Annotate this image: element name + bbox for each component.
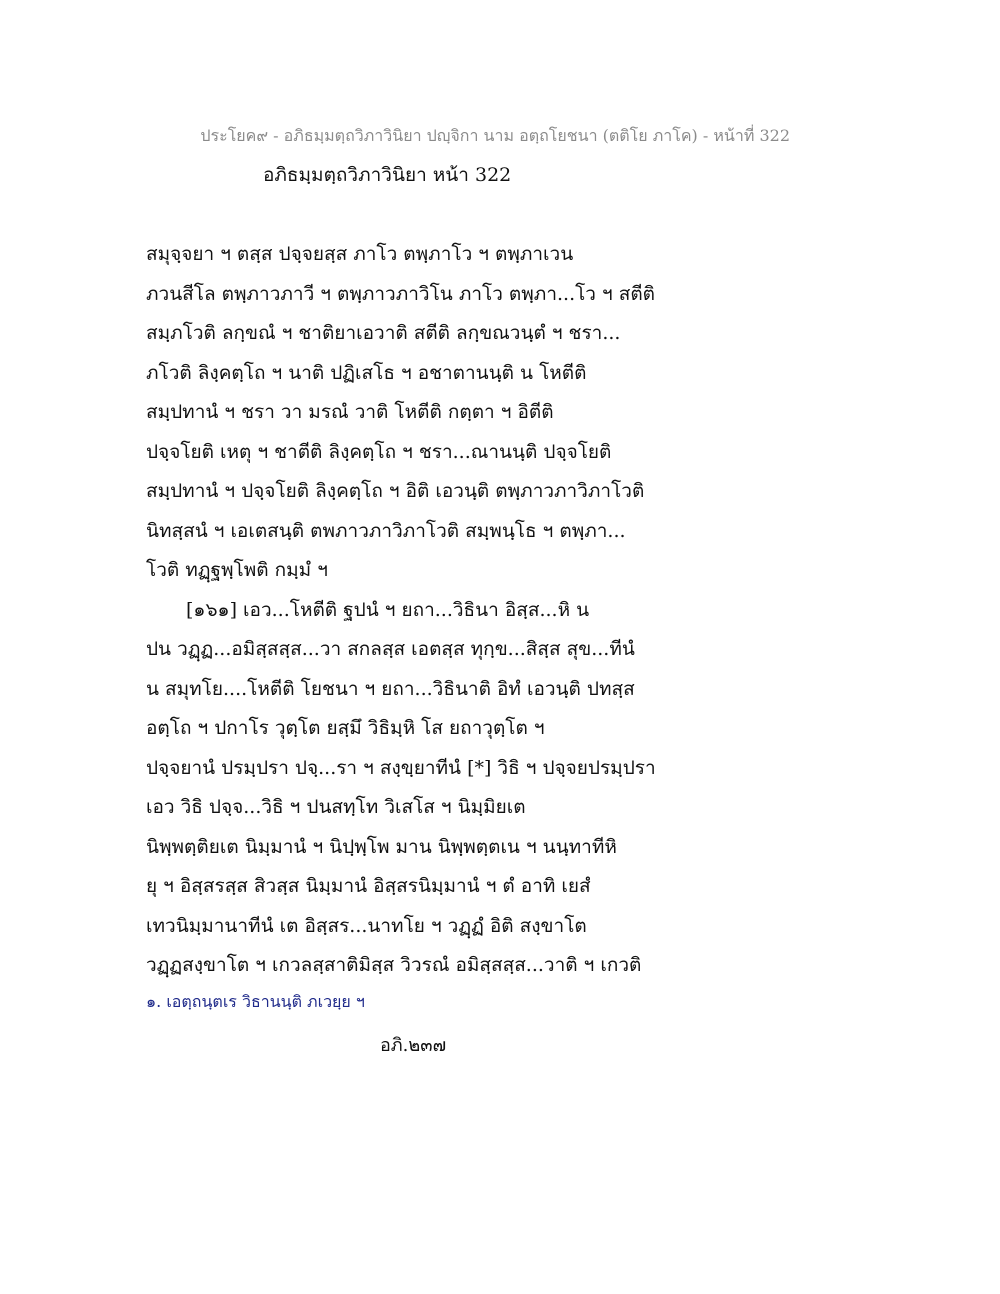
text-line: นิพฺพตฺติยเต นิมฺมานํ ฯ นิปฺพฺโพ มาน นิพฺพตฺตเน ฯ นนฺทาทีหิ xyxy=(146,835,617,858)
body-text xyxy=(146,235,686,986)
text-line: ภโวติ ลิงฺคตฺโถ ฯ นาติ ปฏิเสโธ ฯ อชาตานนฺติ น โหตีติ xyxy=(146,361,587,384)
text-line: สมุจฺจยา ฯ ตสฺส ปจฺจยสฺส ภาโว ตพฺภาโว ฯ ตพฺภาเวน xyxy=(146,243,574,265)
running-header: ประโยค๙ - อภิธมฺมตฺถวิภาวินิยา ปญฺจิกา นาม อตฺถโยชนา (ตติโย ภาโค) - หน้าที่ 322 xyxy=(200,126,790,145)
footnote: ๑. เอตฺถนฺตเร วิธานนฺติ ภเวยฺย ฯ xyxy=(146,992,365,1011)
paragraph-start-line: [๑๖๑] เอว...โหตีติ ฐปนํ ฯ ยถา...วิธินา อิสฺส...หิ น xyxy=(186,598,590,621)
text-line: สมฺภโวติ ลกฺขณํ ฯ ชาติยาเอวาติ สตีติ ลกฺขณวนฺตํ ฯ ชรา... xyxy=(146,322,621,344)
text-line: ปจฺจยานํ ปรมฺปรา ปจฺ...รา ฯ สงฺขฺยาทีนํ [*] วิธิ ฯ ปจฺจยปรมฺปรา xyxy=(146,756,656,779)
page-title: อภิธมฺมตฺถวิภาวินิยา หน้า 322 xyxy=(263,164,512,186)
text-line: สมฺปทานํ ฯ ชรา วา มรณํ วาติ โหตีติ กตฺตา ฯ อิตีติ xyxy=(146,401,554,423)
text-line: ปน วฏฺฏ...อมิสฺสสฺส...วา สกลสฺส เอตสฺส ทุกฺข...สิสฺส สุข...ทีนํ xyxy=(146,638,635,660)
text-line: โวติ ทฏฺฐพฺโพติ กมฺมํ ฯ xyxy=(146,559,328,581)
text-line: เทวนิมฺมานาทีนํ เต อิสฺสร...นาทโย ฯ วฏฺฏํ อิติ สงฺขาโต xyxy=(146,914,587,937)
text-line: สมฺปทานํ ฯ ปจฺจโยติ ลิงฺคตฺโถ ฯ อิติ เอวนฺติ ตพฺภาวภาวิภาโวติ xyxy=(146,480,645,502)
text-line: เอว วิธิ ปจฺจ...วิธิ ฯ ปนสทฺโท วิเสโส ฯ นิมฺมิยเต xyxy=(146,796,526,818)
text-line: ปจฺจโยติ เหตุ ฯ ชาตีติ ลิงฺคตฺโถ ฯ ชรา...ณานนฺติ ปจฺจโยติ xyxy=(146,440,612,463)
text-line: อตฺโถ ฯ ปกาโร วุตฺโต ยสฺมึ วิธิมฺหิ โส ยถาวุตฺโต ฯ xyxy=(146,717,545,739)
text-line: น สมุทโย....โหตีติ โยชนา ฯ ยถา...วิธินาติ อิทํ เอวนฺติ ปทสฺส xyxy=(146,677,635,700)
page-marker: อภิ.๒๓๗ xyxy=(380,1035,447,1056)
text-line: ภวนสีโล ตพฺภาวภาวี ฯ ตพฺภาวภาวิโน ภาโว ตพฺภา...โว ฯ สตีติ xyxy=(146,282,656,305)
text-line: วฏฺฏสงฺขาโต ฯ เกวลสฺสาติมิสฺส วิวรณํ อมิสฺสสฺส...วาติ ฯ เกวติ xyxy=(146,954,642,976)
text-line: นิทสฺสนํ ฯ เอเตสนฺติ ตพภาวภาวิภาโวติ สมฺพนฺโธ ฯ ตพฺภา... xyxy=(146,519,626,542)
text-line: ยุ ฯ อิสฺสรสฺส สิวสฺส นิมฺมานํ อิสฺสรนิมฺมานํ ฯ ตํ อาทิ เยสํ xyxy=(146,875,591,897)
